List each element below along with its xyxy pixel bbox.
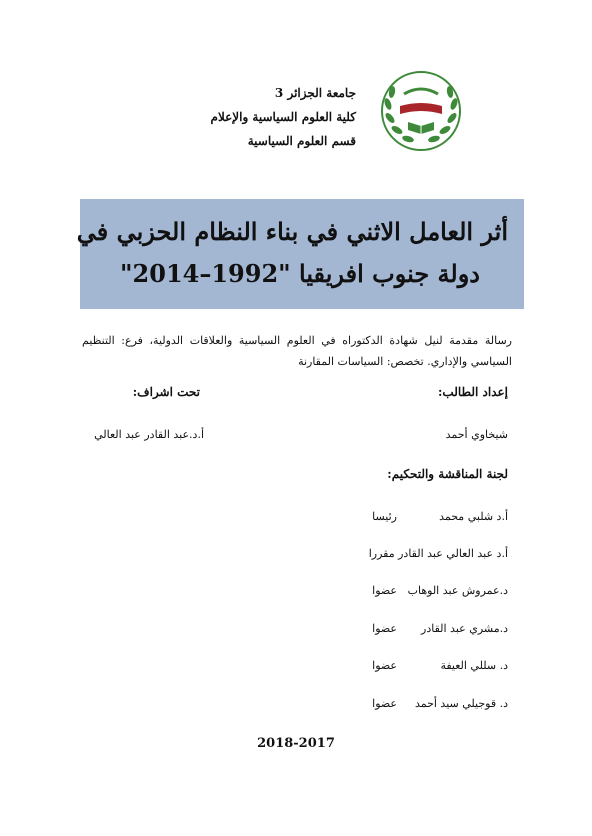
committee-member-name: د.مشري عبد القادر: [421, 622, 508, 635]
thesis-title-line-1: أثر العامل الاثني في بناء النظام الحزبي في: [76, 217, 508, 246]
supervisor-name: أ.د.عبد القادر عبد العالي: [94, 428, 204, 441]
committee-member-name: أ.د عبد العالي عبد القادر مقررا: [368, 547, 508, 560]
prepared-by-label: إعداد الطالب:: [437, 385, 508, 399]
supervision-label: تحت اشراف:: [132, 385, 200, 399]
committee-member-name: د.عمروش عبد الوهاب: [407, 584, 508, 597]
thesis-title-line-2: دولة جنوب افريقيا "1992–2014": [120, 259, 480, 288]
faculty-name: كلية العلوم السياسية والإعلام: [210, 110, 356, 124]
university-name: جامعة الجزائر 3: [274, 86, 356, 100]
committee-member-name: د. قوجيلي سيد أحمد: [414, 697, 508, 710]
thesis-title-box: [76, 199, 524, 309]
student-name: شيخاوي أحمد: [445, 428, 508, 441]
committee-member-role: رئيسا: [372, 510, 397, 523]
committee-member-name: أ.د شلبي محمد: [439, 510, 508, 523]
academic-year: 2018-2017: [257, 736, 335, 751]
committee-member-role: عضوا: [372, 659, 397, 672]
thesis-description: رسالة مقدمة لنيل شهادة الدكتوراه في العلوم السياسية والعلاقات الدولية، فرع: التنظيم السياسي والإداري. تخصص: السياسات المقارنة: [82, 334, 512, 368]
committee-member-name: د. سللي العيفة: [440, 659, 508, 672]
committee-label: لجنة المناقشة والتحكيم:: [387, 467, 508, 481]
university-logo: [380, 70, 462, 152]
committee-member-role: عضوا: [372, 622, 397, 635]
committee-member-role: عضوا: [372, 697, 397, 710]
committee-member-role: عضوا: [372, 584, 397, 597]
department-name: قسم العلوم السياسية: [247, 134, 356, 148]
